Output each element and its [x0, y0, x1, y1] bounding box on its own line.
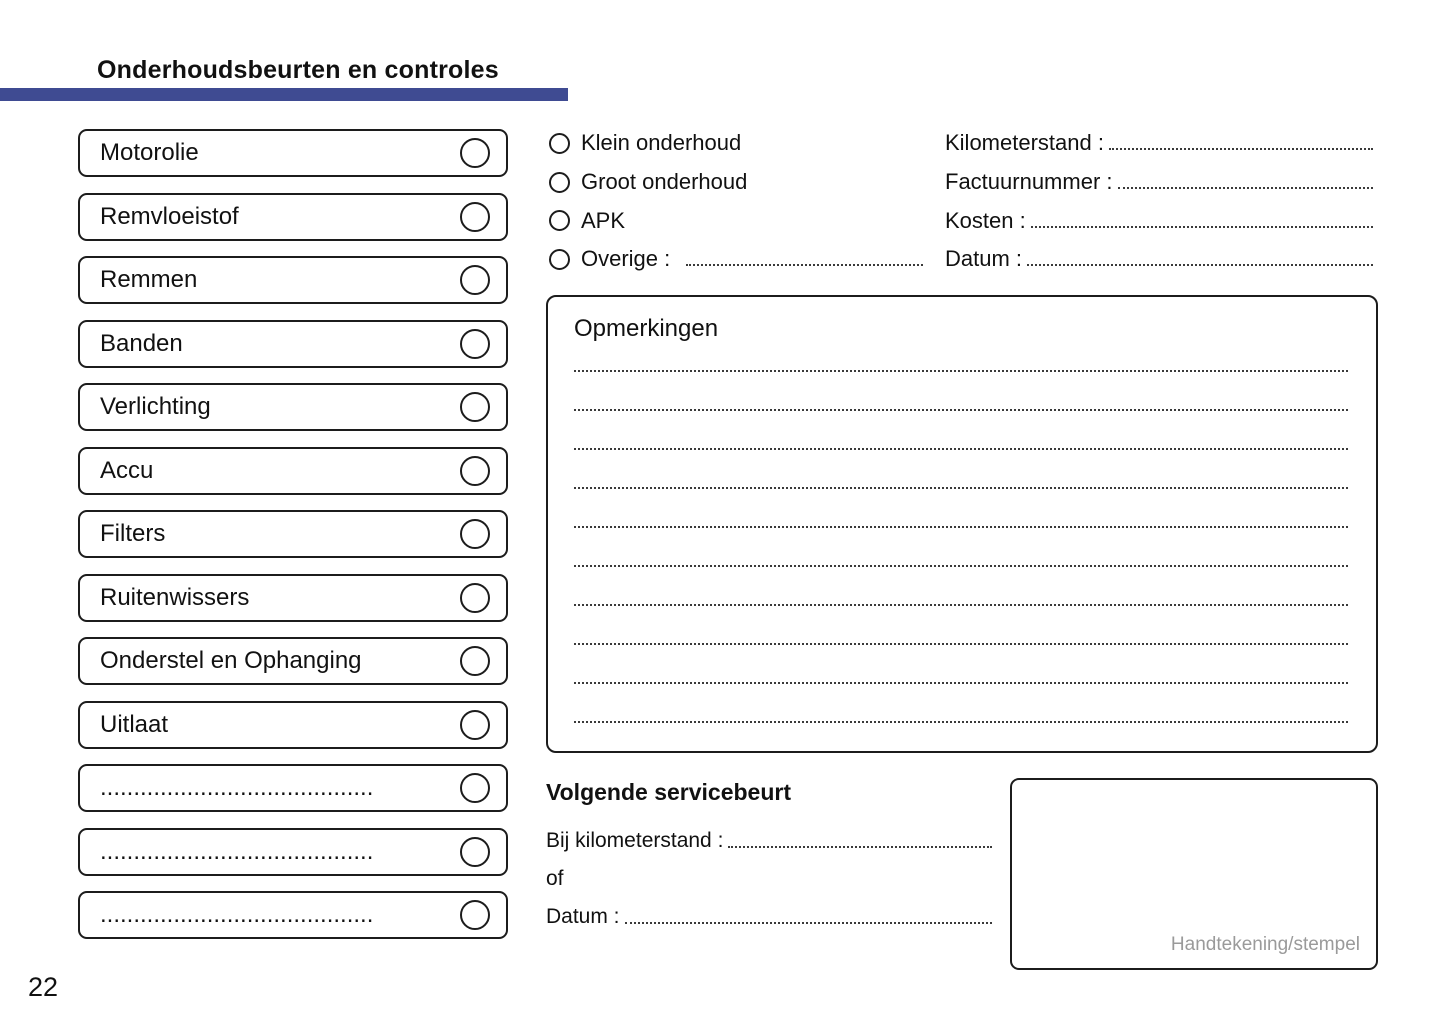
checkbox-circle	[460, 265, 490, 295]
checklist-row	[78, 510, 508, 558]
checklist-row	[78, 256, 508, 304]
checkbox-circle	[460, 202, 490, 232]
next-datum-fill-line	[625, 910, 992, 924]
checkbox-circle	[460, 900, 490, 930]
option-label: Overige :	[581, 246, 671, 272]
checklist-row	[78, 574, 508, 622]
checkbox-circle	[460, 456, 490, 486]
checklist-label: Remmen	[100, 266, 198, 293]
maintenance-checklist	[78, 129, 508, 939]
kosten-fill-line	[1031, 214, 1373, 228]
remarks-line	[574, 450, 1348, 489]
service-type-options	[549, 124, 923, 279]
field-label: Kosten :	[945, 207, 1026, 233]
next-kilometerstand-fill-line	[728, 834, 992, 848]
option-apk	[549, 201, 923, 240]
checkbox-circle	[460, 773, 490, 803]
field-label: Datum :	[945, 246, 1023, 272]
checklist-row	[78, 193, 508, 241]
overige-fill-line	[686, 252, 923, 266]
kilometerstand-fill-line	[1109, 136, 1373, 150]
radio-klein-onderhoud-icon	[549, 133, 570, 154]
checkbox-circle	[460, 837, 490, 867]
option-overige	[549, 240, 923, 279]
title-accent-bar	[0, 88, 568, 101]
signature-box	[1010, 778, 1378, 970]
remarks-lines	[574, 333, 1348, 723]
checklist-label: Remvloeistof	[100, 202, 239, 230]
checklist-label: Uitlaat	[100, 710, 169, 738]
remarks-line	[574, 606, 1348, 645]
radio-groot-onderhoud-icon	[549, 172, 570, 193]
checklist-label: Onderstel en Ophanging	[100, 647, 362, 674]
next-service-section	[546, 779, 992, 936]
remarks-line	[574, 333, 1348, 372]
radio-apk-icon	[549, 210, 570, 231]
checklist-label-blank: .........................................	[100, 837, 374, 865]
next-service-datum	[546, 898, 992, 936]
field-label: Datum :	[546, 905, 620, 928]
checklist-row-blank	[78, 764, 508, 812]
checklist-label: Verlichting	[100, 393, 211, 420]
checklist-label: Banden	[100, 329, 183, 357]
checklist-row	[78, 320, 508, 368]
signature-label: Handtekening/stempel	[1170, 934, 1360, 955]
checkbox-circle	[460, 583, 490, 613]
remarks-line	[574, 372, 1348, 411]
remarks-line	[574, 645, 1348, 684]
remarks-box	[546, 295, 1378, 753]
remarks-line	[574, 684, 1348, 723]
field-label: of	[546, 867, 564, 890]
page-title: Onderhoudsbeurten en controles	[97, 56, 499, 84]
datum-fill-line	[1027, 252, 1373, 266]
checklist-label-blank: .........................................	[100, 901, 374, 928]
next-service-kilometerstand	[546, 822, 992, 860]
option-label: APK	[581, 207, 626, 233]
checkbox-circle	[460, 329, 490, 359]
field-label: Kilometerstand :	[945, 130, 1104, 156]
checkbox-circle	[460, 392, 490, 422]
checklist-row	[78, 383, 508, 431]
field-kosten	[945, 201, 1373, 240]
checklist-label-blank: .........................................	[100, 774, 374, 801]
option-groot-onderhoud	[549, 163, 923, 202]
remarks-line	[574, 489, 1348, 528]
remarks-line	[574, 567, 1348, 606]
field-label: Factuurnummer :	[945, 169, 1113, 195]
remarks-line	[574, 411, 1348, 450]
checkbox-circle	[460, 519, 490, 549]
remarks-title: Opmerkingen	[574, 315, 719, 342]
option-klein-onderhoud	[549, 124, 923, 163]
invoice-fields	[945, 124, 1373, 279]
page-number: 22	[28, 972, 59, 1002]
checklist-row-blank	[78, 891, 508, 939]
checkbox-circle	[460, 138, 490, 168]
field-kilometerstand	[945, 124, 1373, 163]
option-label: Klein onderhoud	[581, 130, 742, 156]
radio-overige-icon	[549, 249, 570, 270]
checklist-row	[78, 701, 508, 749]
next-service-or	[546, 860, 992, 898]
field-label: Bij kilometerstand :	[546, 829, 724, 852]
checklist-row	[78, 447, 508, 495]
checklist-row	[78, 129, 508, 177]
checkbox-circle	[460, 710, 490, 740]
field-datum	[945, 240, 1373, 279]
checkbox-circle	[460, 646, 490, 676]
factuurnummer-fill-line	[1118, 175, 1374, 189]
field-factuurnummer	[945, 163, 1373, 202]
checklist-label: Accu	[100, 456, 154, 484]
remarks-line	[574, 528, 1348, 567]
checklist-label: Ruitenwissers	[100, 583, 250, 611]
checklist-row-blank	[78, 828, 508, 876]
checklist-row	[78, 637, 508, 685]
checklist-label: Filters	[100, 520, 166, 547]
option-label: Groot onderhoud	[581, 169, 748, 195]
checklist-label: Motorolie	[100, 139, 199, 166]
next-service-title: Volgende servicebeurt	[546, 779, 791, 805]
